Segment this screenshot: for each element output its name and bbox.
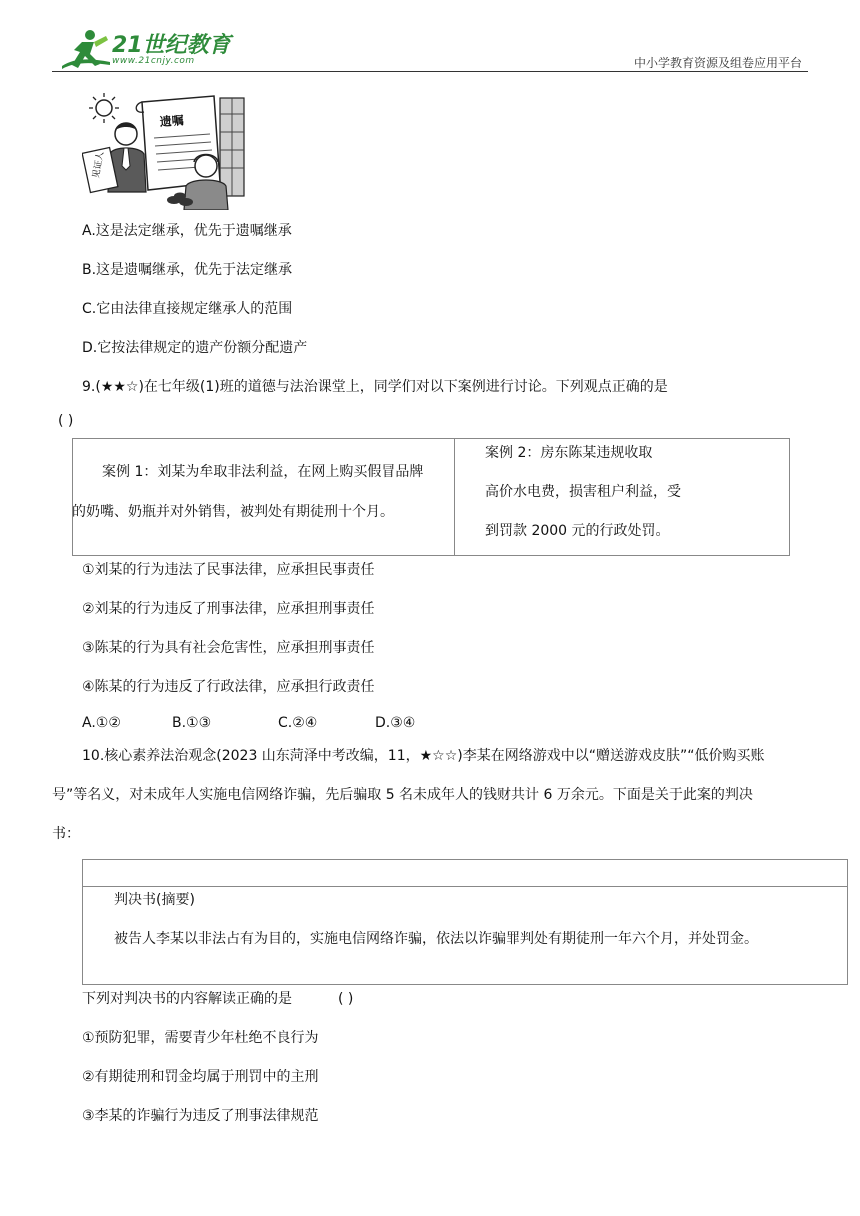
q9-statement-2: ②刘某的行为违反了刑事法律，应承担刑事责任 [82,601,375,617]
q10-answer-bracket: ( ) [338,991,354,1007]
q9-stem: 9.(★★☆)在七年级(1)班的道德与法治课堂上，同学们对以下案例进行讨论。下列观点正确的是 [82,379,668,395]
q8-option-b: B.这是遗嘱继承，优先于法定继承 [82,262,293,278]
verdict-title: 判决书(摘要) [114,892,195,908]
will-label: 遗嘱 [159,113,185,129]
q10-statement-3: ③李某的诈骗行为违反了刑事法律规范 [82,1108,319,1124]
q9-choice-b: B.①③ [172,715,212,731]
case2-text-line1: 案例 2：房东陈某违规收取 [485,445,653,461]
witness-sign-label: 见证人 [91,150,107,180]
q8-option-a: A.这是法定继承，优先于遗嘱继承 [82,223,292,239]
q8-option-d: D.它按法律规定的遗产份额分配遗产 [82,340,308,356]
logo-url-text: www.21cnjy.com [112,56,195,66]
case1-text-line2: 的奶嘴、奶瓶并对外销售，被判处有期徒刑十个月。 [72,504,394,520]
q9-case-table [72,438,790,556]
case2-text-line3: 到罚款 2000 元的行政处罚。 [485,523,670,539]
running-figure-icon [60,28,112,72]
case1-text-line1: 案例 1：刘某为牟取非法利益，在网上购买假冒品牌 [102,464,424,480]
header-divider [52,71,808,72]
inheritance-illustration [82,92,247,210]
case-table-divider [454,439,455,555]
sun-icon [89,93,119,123]
q10-question: 下列对判决书的内容解读正确的是 [82,991,292,1007]
platform-title: 中小学教育资源及组卷应用平台 [633,56,802,70]
q9-statement-3: ③陈某的行为具有社会危害性，应承担刑事责任 [82,640,375,656]
q10-stem-line1: 10.核心素养法治观念(2023 山东菏泽中考改编，11，★☆☆)李某在网络游戏中以“赠送游戏皮肤”“低价购买账 [82,748,765,764]
q9-choice-c: C.②④ [278,715,318,731]
q9-choice-d: D.③④ [375,715,416,731]
site-logo[interactable] [60,28,240,74]
verdict-box-rule [83,886,847,887]
q10-statement-1: ①预防犯罪，需要青少年杜绝不良行为 [82,1030,319,1046]
case2-text-line2: 高价水电费，损害租户利益，受 [485,484,681,500]
q8-option-c: C.它由法律直接规定继承人的范围 [82,301,293,317]
verdict-box [82,859,848,985]
logo-brand-text: 21世纪教育 [112,33,231,58]
verdict-body: 被告人李某以非法占有为目的，实施电信网络诈骗，依法以诈骗罪判处有期徒刑一年六个月，并处罚金。 [114,931,758,947]
q10-stem-line3: 书： [52,826,80,842]
q10-statement-2: ②有期徒刑和罚金均属于刑罚中的主刑 [82,1069,319,1085]
q9-statement-1: ①刘某的行为违法了民事法律，应承担民事责任 [82,562,375,578]
q9-statement-4: ④陈某的行为违反了行政法律，应承担行政责任 [82,679,375,695]
q9-choice-a: A.①② [82,715,121,731]
q10-stem-line2: 号”等名义，对未成年人实施电信网络诈骗，先后骗取 5 名未成年人的钱财共计 6 万余元。下面是关于此案的判决 [52,787,753,803]
page-header [0,0,860,80]
q9-answer-bracket: ( ) [58,413,74,429]
